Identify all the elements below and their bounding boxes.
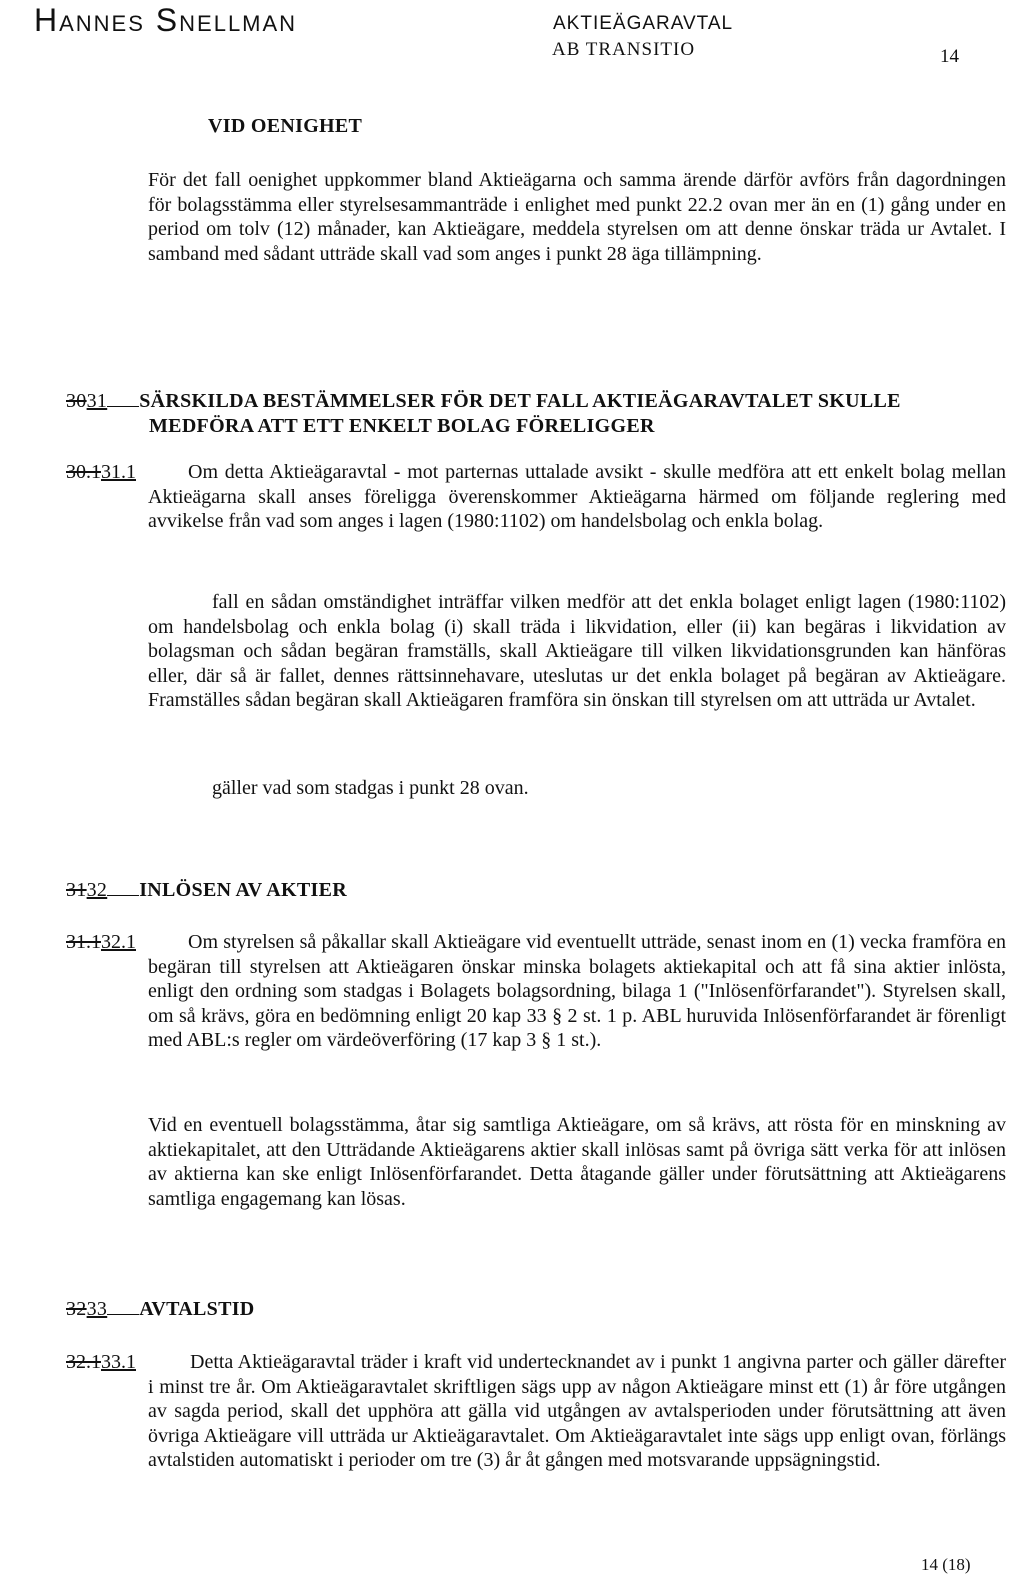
- clause-31-1-body: Om detta Aktieägaravtal - mot parternas uttalade avsikt - skulle medföra att ett enkelt bolag mellan Aktieägarna skall anses föreligga överenskommer Aktieägarna härmed om följande reglering med avvikelse från vad som anges i lagen (1980:1102) om handelsbolag och enkla bolag.: [148, 461, 1006, 532]
- section-heading-vid-oenighet: VID OENIGHET: [208, 115, 363, 137]
- section-31-title-line1: SÄRSKILDA BESTÄMMELSER FÖR DET FALL AKTIEÄGARAVTALET SKULLE: [139, 390, 901, 412]
- section-32-heading: [66, 878, 347, 903]
- section-32-number: 32: [86, 879, 108, 901]
- section-31-heading-line1: [66, 389, 901, 414]
- clause-31-1-new-number: 31.1: [101, 461, 136, 483]
- section-31-title-line2: MEDFÖRA ATT ETT ENKELT BOLAG FÖRELIGGER: [149, 415, 655, 437]
- clause-32-1-number: [66, 930, 136, 955]
- section-33-struck-number: 32: [66, 1298, 87, 1320]
- clause-33-1-struck-number: 32.1: [66, 1351, 101, 1373]
- clause-32-2-text: Vid en eventuell bolagsstämma, åtar sig samtliga Aktieägare, om så krävs, att rösta för en minskning av aktiekapitalet, att den Utträdande Aktieägarens aktier skall inlösas samt på övriga sätt verka för att inlösen av aktierna kan ske enligt Inlösenförfarandet. Detta åtagande gäller under förutsättning att Aktieägarens samtliga engagemang kan lösas.: [148, 1114, 1006, 1210]
- number-rule: [107, 1313, 139, 1315]
- number-rule: [107, 405, 139, 407]
- clause-33-1-text: [148, 1350, 1006, 1473]
- clause-32-1-struck-number: 31.1: [66, 931, 101, 953]
- header-page-number: 14: [940, 46, 959, 67]
- firm-name: Hannes Snellman: [34, 2, 298, 38]
- clause-32-1-text: [148, 930, 1006, 1053]
- clause-31-1-struck-number: 30.1: [66, 461, 101, 483]
- paragraph-vid-oenighet: För det fall oenighet uppkommer bland Aktieägarna och samma ärende därför avförs från dagordningen för bolagsstämma eller styrelsesammanträde i enlighet med punkt 22.2 ovan mer än en (1) gång under en period om tolv (12) månader, kan Aktieägare, meddela styrelsen om att denne önskar träda ur Avtalet. I samband med sådant utträde skall vad som anges i punkt 28 äga tillämpning.: [148, 169, 1006, 265]
- section-33-heading: [66, 1297, 255, 1322]
- section-33-number: 33: [86, 1298, 108, 1320]
- clause-31-3-text: gäller vad som stadgas i punkt 28 ovan.: [212, 777, 529, 799]
- clause-33-1-number: [66, 1350, 136, 1375]
- section-32-struck-number: 31: [66, 879, 87, 901]
- document-subtitle: AB TRANSITIO: [552, 39, 696, 60]
- number-rule: [107, 894, 139, 896]
- section-31-struck-number: 30: [66, 390, 87, 412]
- clause-33-1-new-number: 33.1: [101, 1351, 136, 1373]
- clause-32-1-body: Om styrelsen så påkallar skall Aktieägare vid eventuellt utträde, senast inom en (1) vecka framföra en begäran till styrelsen att Aktieägaren önskar minska bolagets aktiekapital och att få sina aktier inlösta, enligt den ordning som stadgas i Bolagets bolagsordning, bilaga 1 ("Inlösenförfarandet"). Styrelsen skall, om så krävs, göra en bedömning enligt 20 kap 33 § 2 st. 1 p. ABL huruvida Inlösenförfarandet är förenligt med ABL:s regler om värdeöverföring (17 kap 3 § 1 st.).: [148, 931, 1006, 1051]
- section-31-number: 31: [86, 390, 108, 412]
- clause-32-1-new-number: 32.1: [101, 931, 136, 953]
- document-title: AKTIEÄGARAVTAL: [553, 13, 734, 34]
- clause-31-1-text: [148, 460, 1006, 534]
- section-32-title: INLÖSEN AV AKTIER: [139, 879, 347, 901]
- footer-page-label: 14 (18): [921, 1555, 971, 1574]
- section-33-title: AVTALSTID: [139, 1298, 255, 1320]
- clause-31-2-text: fall en sådan omständighet inträffar vilken medför att det enkla bolaget enligt lagen (1980:1102) om handelsbolag och enkla bolag (i) skall träda i likvidation, eller (ii) kan begäras i likvidation av bolagsman och sådan begäran framställs, skall Aktieägare till vilken likvidationsgrunden kan hänföras eller, där så är fallet, dennes rättsinnehavare, uteslutas ur det enkla bolaget på begäran av Aktieägare. Framställes sådan begäran skall Aktieägaren framföra sin önskan till styrelsen om att utträda ur Avtalet.: [148, 591, 1006, 711]
- clause-33-1-body: Detta Aktieägaravtal träder i kraft vid undertecknandet av i punkt 1 angivna parter och gäller därefter i minst tre år. Om Aktieägaravtalet skriftligen sägs upp av någon Aktieägare minst ett (1) år före utgången av sagda period, skall det upphöra att gälla vid utgången av avtalsperioden under förutsättning att även övriga Aktieägare vill utträda ur Aktieägaravtalet. Om Aktieägaravtalet inte sägs upp enligt ovan, förlängs avtalstiden automatiskt i perioder om tre (3) år åt gången med motsvarande uppsägningstid.: [148, 1351, 1006, 1471]
